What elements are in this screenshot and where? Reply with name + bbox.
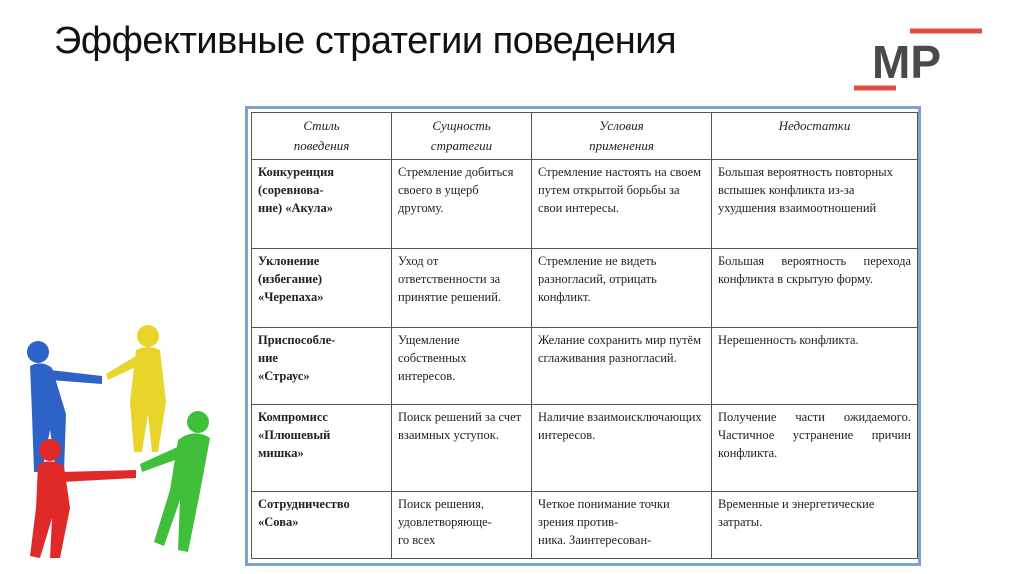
red-person — [30, 439, 136, 558]
mp-logo — [852, 28, 992, 92]
table-row — [252, 492, 918, 559]
row-drawbacks: Большая вероятность повторных вспышек конфликта из-за ухудшения взаимоотношений — [712, 160, 918, 249]
col-header-essence: Сущность стратегии — [392, 113, 532, 160]
row-conditions: Стремление настоять на своем путем открытой борьбы за свои интересы. — [532, 160, 712, 249]
table-row — [252, 249, 918, 328]
row-style: Приспособле- ние «Страус» — [252, 328, 392, 405]
table-header-row — [252, 113, 918, 160]
page-title: Эффективные стратегии поведения — [54, 20, 677, 62]
row-conditions: Наличие взаимоисключающих интересов. — [532, 405, 712, 492]
row-drawbacks: Большая вероятность перехода конфликта в скрытую форму. — [712, 249, 918, 328]
strategies-table-frame — [245, 106, 921, 566]
row-drawbacks: Нерешенность конфликта. — [712, 328, 918, 405]
yellow-person — [106, 325, 166, 452]
row-essence: Уход от ответственности за принятие решений. — [392, 249, 532, 328]
row-style: Сотрудничество «Сова» — [252, 492, 392, 559]
row-style: Уклонение (избегание) «Черепаха» — [252, 249, 392, 328]
col-header-conditions: Условия применения — [532, 113, 712, 160]
table-row — [252, 160, 918, 249]
row-conditions: Желание сохранить мир путём сглаживания разногласий. — [532, 328, 712, 405]
row-drawbacks: Временные и энергетические затраты. — [712, 492, 918, 559]
row-drawbacks: Получение части ожидаемого. Частичное устранение причин конфликта. — [712, 405, 918, 492]
row-conditions: Стремление не видеть разногласий, отрицать конфликт. — [532, 249, 712, 328]
row-essence: Стремление добиться своего в ущерб другому. — [392, 160, 532, 249]
logo-text: МР — [872, 36, 941, 88]
row-style: Компромисс «Плюшевый мишка» — [252, 405, 392, 492]
col-header-drawbacks: Недостатки — [712, 113, 918, 160]
col-header-style: Стиль поведения — [252, 113, 392, 160]
row-conditions: Четкое понимание точки зрения против- ника. Заинтересован- — [532, 492, 712, 559]
blue-person — [27, 341, 102, 472]
row-style: Конкуренция (соревнова- ние) «Акула» — [252, 160, 392, 249]
table-row — [252, 405, 918, 492]
row-essence: Поиск решения, удовлетворяюще- го всех — [392, 492, 532, 559]
people-circle-figure — [20, 322, 230, 562]
row-essence: Поиск решений за счет взаимных уступок. — [392, 405, 532, 492]
table-row — [252, 328, 918, 405]
row-essence: Ущемление собственных интересов. — [392, 328, 532, 405]
strategies-table — [251, 112, 918, 559]
